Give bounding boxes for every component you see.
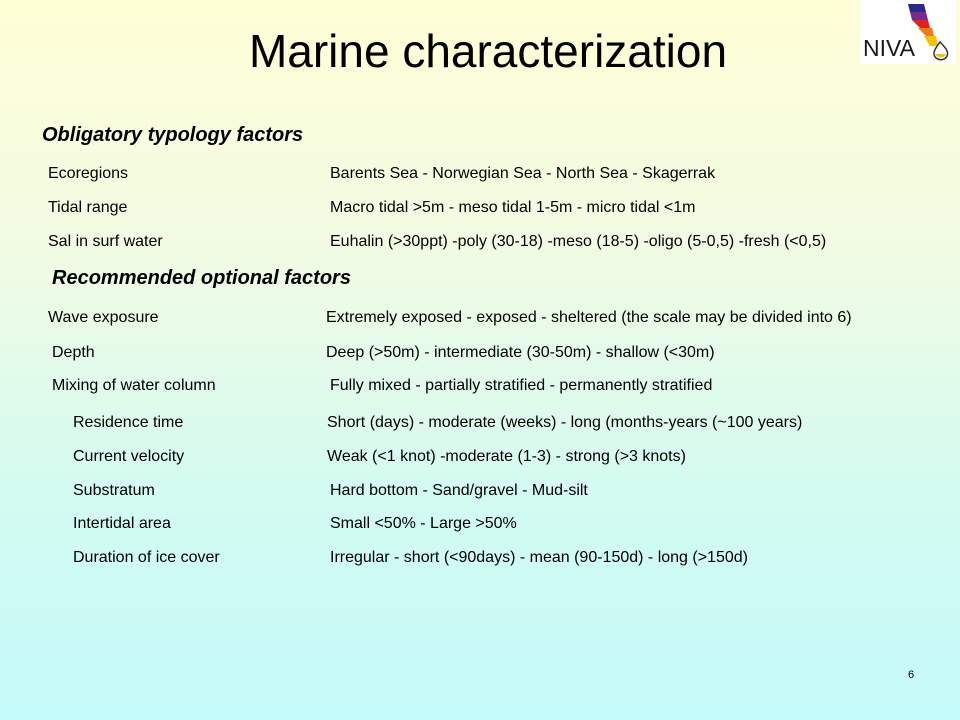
row-label: Ecoregions bbox=[48, 165, 129, 182]
row-label: Duration of ice cover bbox=[73, 549, 220, 566]
logo-text: NIVA bbox=[863, 35, 915, 61]
logo-stripe-1 bbox=[908, 4, 926, 12]
row-value: Euhalin (>30ppt) -poly (30-18) -meso (18-5) -oligo (5-0,5) -fresh (<0,5) bbox=[330, 233, 827, 250]
logo-stripe-4 bbox=[918, 28, 934, 36]
row-value: Extremely exposed - exposed - sheltered (the scale may be divided into 6) bbox=[326, 309, 852, 326]
row-value: Barents Sea - Norwegian Sea - North Sea - Skagerrak bbox=[330, 165, 716, 182]
logo-stripe-2 bbox=[910, 12, 928, 20]
logo-stripe-3 bbox=[912, 20, 930, 28]
row-value: Hard bottom - Sand/gravel - Mud-silt bbox=[330, 482, 588, 499]
row-value: Small <50% - Large >50% bbox=[330, 515, 517, 532]
row-value: Short (days) - moderate (weeks) - long (months-years (~100 years) bbox=[327, 414, 803, 431]
row-label: Current velocity bbox=[73, 448, 185, 465]
page-number: 6 bbox=[908, 669, 915, 681]
obligatory-heading: Obligatory typology factors bbox=[42, 124, 304, 146]
optional-heading: Recommended optional factors bbox=[52, 267, 351, 289]
row-value: Deep (>50m) - intermediate (30-50m) - shallow (<30m) bbox=[326, 344, 715, 361]
row-value: Irregular - short (<90days) - mean (90-150d) - long (>150d) bbox=[330, 549, 748, 566]
row-label: Residence time bbox=[73, 414, 184, 431]
row-label: Mixing of water column bbox=[52, 377, 216, 394]
row-label: Sal in surf water bbox=[48, 233, 163, 250]
niva-logo-graphic bbox=[860, 0, 956, 64]
row-label: Depth bbox=[52, 344, 95, 361]
row-label: Substratum bbox=[73, 482, 155, 499]
row-label: Intertidal area bbox=[73, 515, 171, 532]
row-value: Weak (<1 knot) -moderate (1-3) - strong (>3 knots) bbox=[327, 448, 686, 465]
row-label: Tidal range bbox=[48, 199, 128, 216]
row-value: Macro tidal >5m - meso tidal 1-5m - micro tidal <1m bbox=[330, 199, 696, 216]
niva-logo bbox=[860, 0, 956, 64]
logo-stripe-5 bbox=[924, 36, 938, 46]
slide-title: Marine characterization bbox=[248, 25, 728, 77]
row-value: Fully mixed - partially stratified - permanently stratified bbox=[330, 377, 713, 394]
row-label: Wave exposure bbox=[48, 309, 159, 326]
